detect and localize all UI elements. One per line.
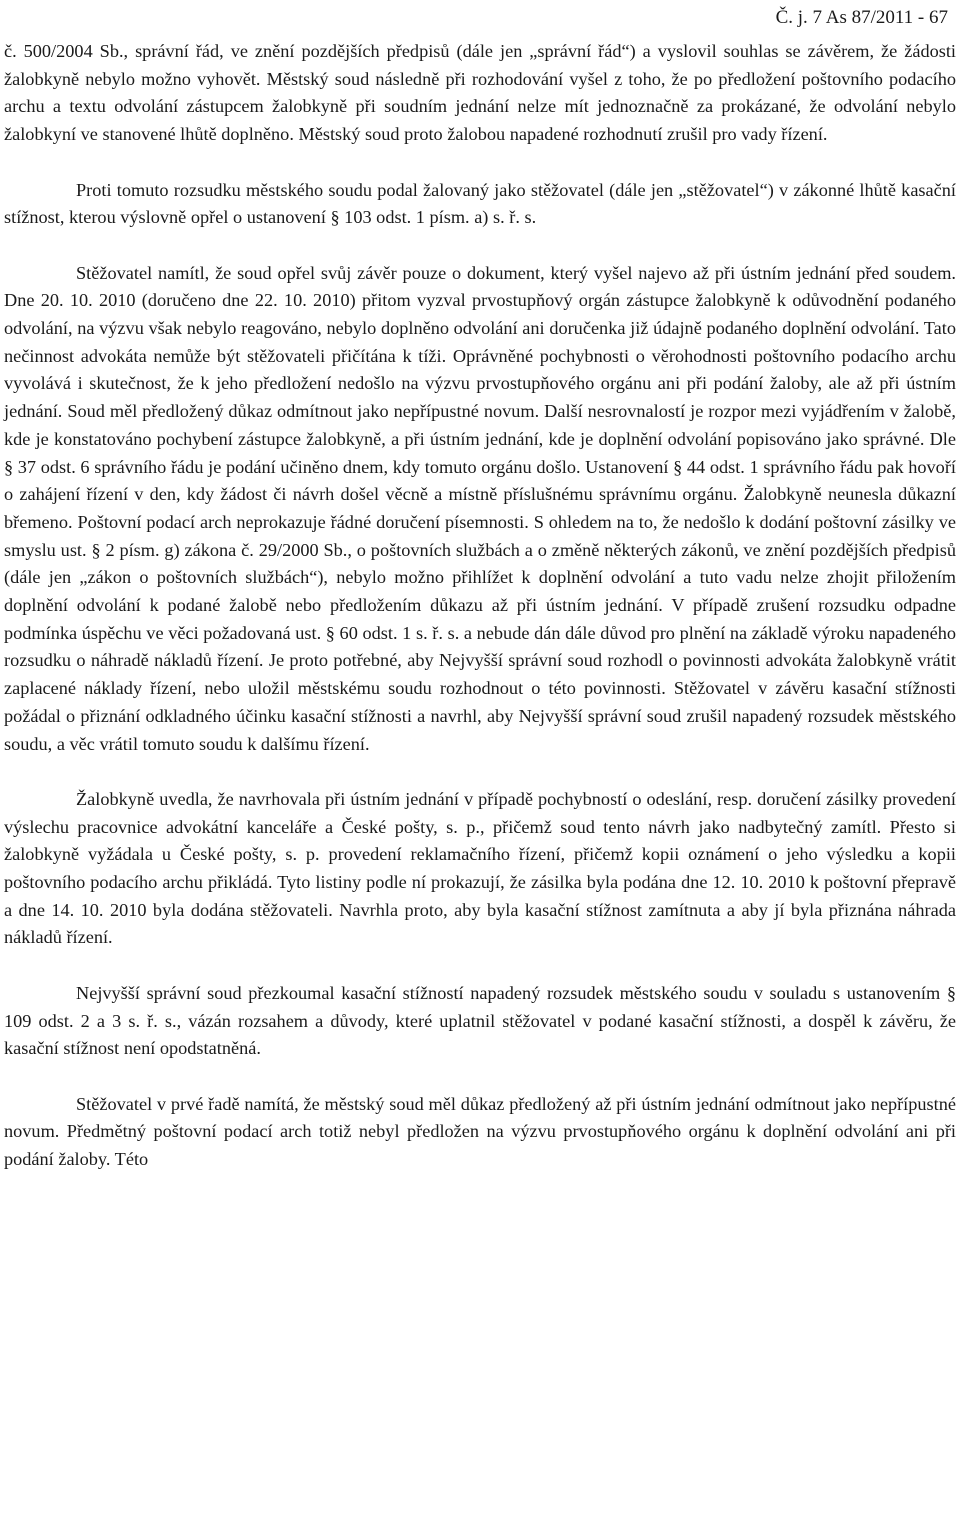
document-body	[4, 38, 956, 1174]
case-number-header: Č. j. 7 As 87/2011 - 67	[775, 7, 948, 28]
paragraph-complainant-objections: Stěžovatel namítl, že soud opřel svůj závěr pouze o dokument, který vyšel najevo až při ústním jednání před soudem. Dne 20. 10. 2010 (doručeno dne 22. 10. 2010) přitom vyzval prvostupňový orgán zástupce žalobkyně k odůvodnění podaného odvolání, na výzvu však nebylo reagováno, nebylo doplněno odvolání ani doručenka již údajně podaného doplnění odvolání. Tato nečinnost advokáta nemůže být stěžovateli přičítána k tíži. Oprávněné pochybnosti o věrohodnosti poštovního podacího archu vyvolává i skutečnost, že k jeho předložení nedošlo na výzvu prvostupňového orgánu ani při podání žaloby, ale až při ústním jednání. Soud měl předložený důkaz odmítnout jako nepřípustné novum. Další nesrovnalostí je rozpor mezi vyjádřením v žalobě, kde je konstatováno pochybení zástupce žalobkyně, a při ústním jednání, kde je doplnění odvolání popisováno jako správné. Dle § 37 odst. 6 správního řádu je podání učiněno dnem, kdy tomuto orgánu došlo. Ustanovení § 44 odst. 1 správního řádu pak hovoří o zahájení řízení v den, kdy žádost či návrh došel věcně a místně příslušnému správnímu orgánu. Žalobkyně neunesla důkazní břemeno. Poštovní podací arch neprokazuje řádné doručení písemnosti. S ohledem na to, že nedošlo k dodání poštovní zásilky ve smyslu ust. § 2 písm. g) zákona č. 29/2000 Sb., o poštovních službách a o změně některých zákonů, ve znění pozdějších předpisů (dále jen „zákon o poštovních službách“), nebylo možno přihlížet k doplnění odvolání a tuto vadu nelze zhojit přiložením doplnění odvolání k podané žalobě nebo předložením důkazu až při ústním jednání. V případě zrušení rozsudku odpadne podmínka úspěchu ve věci požadovaná ust. § 60 odst. 1 s. ř. s. a nebude dán dále důvod pro plnění na základě výroku napadeného rozsudku o náhradě nákladů řízení. Je proto potřebné, aby Nejvyšší správní soud rozhodl o povinnosti advokáta žalobkyně vrátit zaplacené náklady řízení, nebo uložil městskému soudu rozhodnout o této povinnosti. Stěžovatel v závěru kasační stížnosti požádal o přiznání odkladného účinku kasační stížnosti a navrhl, aby Nejvyšší správní soud zrušil napadený rozsudek městského soudu, a věc vrátil tomuto soudu k dalšímu řízení.	[4, 262, 956, 754]
paragraph-plaintiff-response: Žalobkyně uvedla, že navrhovala při ústním jednání v případě pochybností o odeslání, resp. doručení zásilky provedení výslechu pracovnice advokátní kanceláře a České pošty, s. p., přičemž soud tento návrh jako nadbytečný zamítl. Přesto si žalobkyně vyžádala u České pošty, s. p. provedení reklamačního řízení, přičemž kopii oznámení o jeho výsledku a kopii poštovního podacího archu přikládá. Tyto listiny podle ní prokazují, že zásilka byla podána dne 12. 10. 2010 k poštovní přepravě a dne 14. 10. 2010 byla dodána stěžovateli. Navrhla proto, aby byla kasační stížnost zamítnuta a aby jí byla přiznána náhrada nákladů řízení.	[4, 788, 956, 948]
paragraph-cassation-complaint: Proti tomuto rozsudku městského soudu podal žalovaný jako stěžovatel (dále jen „stěžovatel“) v zákonné lhůtě kasační stížnost, kterou výslovně opřel o ustanovení § 103 odst. 1 písm. a) s. ř. s.	[4, 179, 956, 228]
paragraph-continuation: č. 500/2004 Sb., správní řád, ve znění pozdějších předpisů (dále jen „správní řád“) a vyslovil souhlas se závěrem, že žádosti žalobkyně nebylo možno vyhovět. Městský soud následně při rozhodování vyšel z toho, že po předložení poštovního podacího archu a textu odvolání zástupcem žalobkyně při soudním jednání nelze mít jednoznačně za prokázané, že odvolání nebylo žalobkyní ve stanovené lhůtě doplněno. Městský soud proto žalobou napadené rozhodnutí zrušil pro vady řízení.	[4, 41, 956, 145]
paragraph-first-objection: Stěžovatel v prvé řadě namítá, že městský soud měl důkaz předložený až při ústním jednání odmítnout jako nepřípustné novum. Předmětný poštovní podací arch totiž nebyl předložen na výzvu prvostupňového orgánu k doplnění odvolání ani při podání žaloby. Této	[4, 1093, 956, 1170]
paragraph-court-review: Nejvyšší správní soud přezkoumal kasační stížností napadený rozsudek městského soudu v souladu s ustanovením § 109 odst. 2 a 3 s. ř. s., vázán rozsahem a důvody, které uplatnil stěžovatel v podané kasační stížnosti, a dospěl k závěru, že kasační stížnost není opodstatněná.	[4, 982, 956, 1059]
